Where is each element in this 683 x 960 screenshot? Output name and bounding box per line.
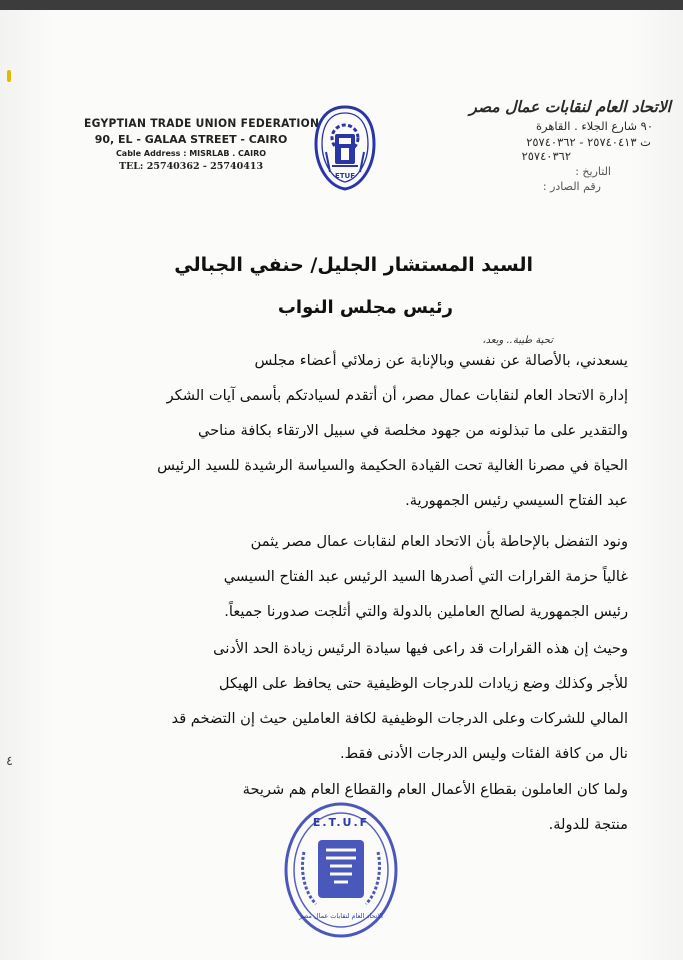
org-name-en: EGYPTIAN TRADE UNION FEDERATION: [84, 116, 320, 130]
recipient-line: السيد المستشار الجليل/ حنفي الجبالي: [174, 254, 533, 276]
body-line: غالياً حزمة القرارات التي أصدرها السيد الرئيس عبد الفتاح السيسي: [223, 568, 628, 585]
body-line: رئيس الجمهورية لصالح العاملين بالدولة والتي أثلجت صدورنا جميعاً.: [224, 603, 628, 620]
body-line: والتقدير على ما تبذلونه من جهود مخلصة في سبيل الارتقاء بكافة مناحي: [198, 422, 628, 439]
union-logo: [312, 104, 378, 192]
body-line: عبد الفتاح السيسي رئيس الجمهورية.: [405, 492, 628, 509]
body-line: وحيث إن هذه القرارات قد راعى فيها سيادة الرئيس زيادة الحد الأدنى: [213, 640, 628, 657]
body-line: للأجر وكذلك وضع زيادات للدرجات الوظيفية حتى يحافظ على الهيكل: [218, 675, 628, 692]
stamp-top-text: E.T.U.F: [312, 816, 370, 829]
body-line: إدارة الاتحاد العام لنقابات عمال مصر، أن أتقدم لسيادتكم بأسمى آيات الشكر: [166, 387, 628, 404]
body-line: الحياة في مصرنا الغالية تحت القيادة الحكيمة والسياسة الرشيدة للسيد الرئيس: [157, 457, 628, 474]
letterhead-english: [76, 116, 320, 172]
stamp-bottom-text: الاتحاد العام لنقابات عمال مصر: [299, 912, 383, 920]
org-name-ar: الاتحاد العام لنقابات عمال مصر: [469, 98, 671, 116]
letterhead-arabic: [371, 98, 671, 193]
reference-label: رقم الصادر :: [542, 180, 601, 193]
logo-text: ETUF: [334, 172, 356, 180]
street-en: 90, EL - GALAA STREET - CAIRO: [94, 133, 288, 146]
telephone-ar-2: ٢٥٧٤٠٣٦٢: [521, 149, 571, 163]
date-label: التاريخ :: [575, 165, 611, 178]
body-line: منتجة للدولة.: [548, 816, 628, 833]
body-line: يسعدني، بالأصالة عن نفسي وبالإنابة عن زملائي أعضاء مجلس: [254, 352, 628, 369]
greeting: تحية طيبة.. وبعد،: [482, 335, 553, 346]
recipient-title: رئيس مجلس النواب: [277, 297, 453, 318]
yellow-mark: [7, 70, 11, 82]
address-ar: ٩٠ شارع الجلاء . القاهرة: [535, 119, 653, 133]
telephone-ar: ت ٢٥٧٤٠٤١٣ - ٢٥٧٤٠٣٦٢: [526, 135, 651, 149]
cable-address-en: Cable Address : MISRLAB . CAIRO: [115, 149, 267, 158]
edge-mark: ٤: [6, 754, 13, 769]
body-line: ولما كان العاملون بقطاع الأعمال العام والقطاع العام هم شريحة: [242, 781, 628, 798]
body-line: المالي للشركات وعلى الدرجات الوظيفية لكافة العاملين حيث إن التضخم قد: [171, 710, 628, 727]
official-stamp: [282, 800, 400, 940]
top-edge: [0, 0, 683, 10]
body-line: نال من كافة الفئات وليس الدرجات الأدنى فقط.: [339, 745, 628, 762]
telephone-en: TEL: 25740362 - 25740413: [118, 161, 264, 172]
body-line: ونود التفضل بالإحاطة بأن الاتحاد العام لنقابات عمال مصر يثمن: [250, 533, 628, 550]
